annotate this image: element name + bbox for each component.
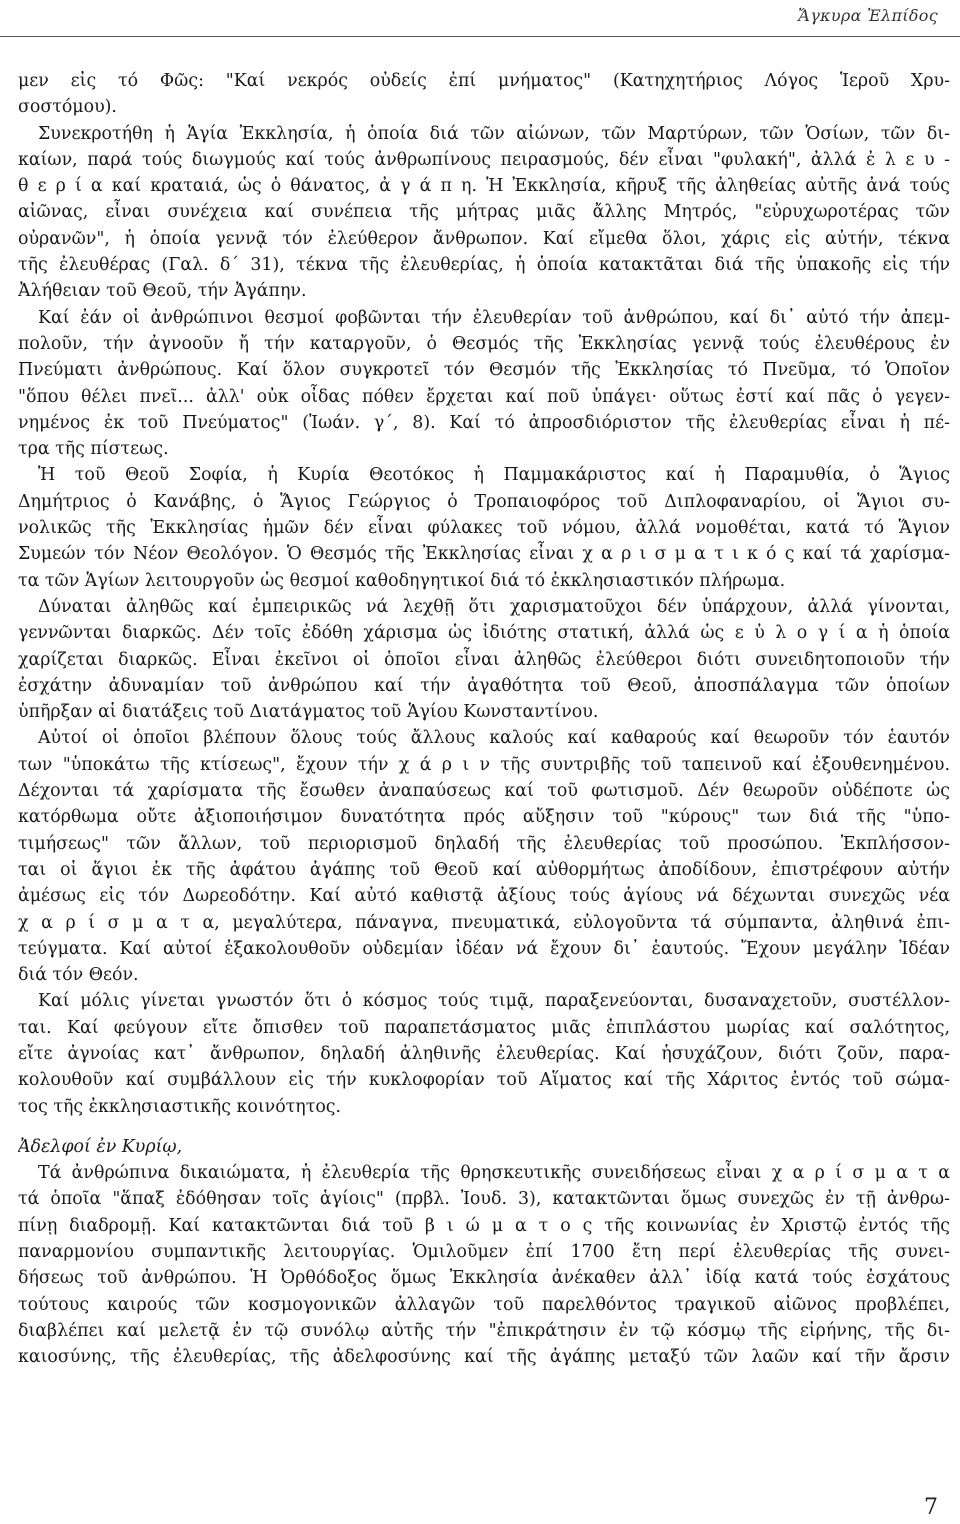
text-line: "ὅπου θέλει πνεῖ... ἀλλ' οὐκ οἶδας πόθεν ἔρχεται καί ποῦ ὑπάγει· οὕτως ἐστί καί πᾶς ὁ γεγεν- — [18, 386, 950, 407]
text-line: Δύναται ἀληθῶς καί ἐμπειρικῶς νά λεχθῇ ὅτι χαρισματοῦχοι δέν ὑπάρχουν, ἀλλά γίνονται, — [38, 596, 950, 617]
text-line: γεννῶνται διαρκῶς. Δέν τοῖς ἐδόθη χάρισμα ὡς ἰδιότης στατική, ἀλλά ὡς ε ὐ λ ο γ ί α ἡ ὁποία — [18, 623, 950, 644]
text-line: πολοῦν, τήν ἀγνοοῦν ἤ τήν καταργοῦν, ὁ Θεσμός τῆς Ἐκκλησίας γεννᾷ τούς ἐλευθέρους ἐν — [18, 333, 950, 354]
text-line: τούτους καιρούς τῶν κοσμογονικῶν ἀλλαγῶν τοῦ παρελθόντος τραγικοῦ αἰῶνος προβλέπει, — [18, 1294, 950, 1315]
text-line: πίνῃ διαδρομῇ. Καί κατακτῶνται διά τοῦ β ι ώ μ α τ ο ς τῆς κοινωνίας ἐν Χριστῷ ἐντός τῆς — [18, 1215, 950, 1236]
text-line: διαβλέπει καί μελετᾷ ἐν τῷ συνόλῳ αὐτῆς τήν "ἐπικράτησιν ἐν τῷ κόσμῳ τῆς εἰρήνης, τῆς δι- — [18, 1320, 950, 1341]
text-line: τά ὁποῖα "ἅπαξ ἐδόθησαν τοῖς ἁγίοις" (πρβλ. Ἰουδ. 3), κατακτῶνται ὅμως συνεχῶς ἐν τῇ ἀνθρω- — [18, 1189, 950, 1210]
text-line: Συμεών τόν Νέον Θεολόγον. Ὁ Θεσμός τῆς Ἐκκλησίας εἶναι χ α ρ ι σ μ α τ ι κ ό ς καί τά χαρίσμα- — [18, 544, 950, 565]
text-line: Πνεύματι ἀνθρώπους. Καί ὅλον συγκροτεῖ τόν Θεσμόν τῆς Ἐκκλησίας τό Πνεῦμα, τό Ὁποῖον — [18, 360, 950, 381]
text-line: δήσεως τοῦ ἀνθρώπου. Ἡ Ὀρθόδοξος ὅμως Ἐκκλησία ἀνέκαθεν ἀλλ᾽ ἰδίᾳ κατά τούς ἐσχάτους — [18, 1268, 950, 1289]
text-line: παναρμονίου συμπαντικῆς λειτουργίας. Ὁμιλοῦμεν ἐπί 1700 ἔτη περί ἐλευθερίας τῆς συνει- — [18, 1242, 950, 1263]
text-line: οὐρανῶν", ἡ ὁποία γεννᾷ τόν ἐλεύθερον ἄνθρωπον. Καί εἴμεθα ὅλοι, χάρις εἰς αὐτήν, τέκνα — [18, 228, 950, 249]
text-line: Ἡ τοῦ Θεοῦ Σοφία, ἡ Κυρία Θεοτόκος ἡ Παμμακάριστος καί ἡ Παραμυθία, ὁ Ἅγιος — [38, 465, 950, 486]
text-line: Συνεκροτήθη ἡ Ἁγία Ἐκκλησία, ἡ ὁποία διά τῶν αἰώνων, τῶν Μαρτύρων, τῶν Ὁσίων, τῶν δι- — [38, 123, 950, 144]
text-line: Ἀλήθειαν τοῦ Θεοῦ, τήν Ἀγάπην. — [18, 281, 307, 302]
text-line: θ ε ρ ί α καί κραταιά, ὡς ὁ θάνατος, ἀ γ ά π η. Ἡ Ἐκκλησία, κῆρυξ τῆς ἀληθείας αὐτῆς ἀνά τούς — [18, 176, 950, 197]
text-line: ἀμέσως εἰς τόν Δωρεοδότην. Καί αὐτό καθιστᾷ ἀξίους τούς ἁγίους νά δέχωνται συνεχῶς νέα — [18, 886, 950, 907]
running-title: Ἄγκυρα Ἐλπίδος — [798, 6, 938, 25]
text-line: Τά ἀνθρώπινα δικαιώματα, ἡ ἐλευθερία τῆς θρησκευτικῆς συνειδήσεως εἶναι χ α ρ ί σ μ α τ α — [38, 1163, 950, 1184]
text-line: μεν εἰς τό Φῶς: "Καί νεκρός οὐδείς ἐπί μνήματος" (Κατηχητήριος Λόγος Ἱεροῦ Χρυ- — [18, 71, 950, 91]
text-line: Καί μόλις γίνεται γνωστόν ὅτι ὁ κόσμος τούς τιμᾷ, παραξενεύονται, δυσαναχετοῦν, συστέλλον- — [38, 991, 950, 1012]
header-rule — [0, 36, 960, 37]
text-line: τα τῶν Ἁγίων λειτουργοῦν ὡς θεσμοί καθοδηγητικοί διά τό ἐκκλησιαστικόν πλήρωμα. — [18, 570, 786, 591]
text-line: τος τῆς ἐκκλησιαστικῆς κοινότητος. — [18, 1096, 342, 1117]
text-line: νημένος ἐκ τοῦ Πνεύματος" (Ἰωάν. γ΄, 8). Καί τό ἀπροσδιόριστον τῆς ἐλευθερίας εἶναι ἡ πέ- — [18, 412, 950, 433]
text-line: τρα τῆς πίστεως. — [18, 439, 169, 460]
text-body — [18, 68, 950, 1371]
section-gap — [18, 1120, 950, 1134]
text-line: κολουθοῦν καί συμβάλλουν εἰς τήν κυκλοφορίαν τοῦ Αἵματος καί τῆς Χάριτος ἐντός τοῦ σώμα- — [18, 1070, 950, 1091]
text-line: καιοσύνης, τῆς ἐλευθερίας, τῆς ἀδελφοσύνης καί τῆς ἀγάπης μεταξύ τῶν λαῶν καί τῆν ἄρσιν — [18, 1347, 950, 1368]
text-line: τῆς ἐλευθέρας (Γαλ. δ΄ 31), τέκνα τῆς ἐλευθερίας, ἡ ὁποία κατακτᾶται διά τῆς ὑπακοῆς εἰς τήν — [18, 255, 950, 276]
text-line: χαρίζεται διαρκῶς. Εἶναι ἐκεῖνοι οἱ ὁποῖοι εἶναι ἀληθῶς ἐλεύθεροι διότι συνειδητοποιοῦν τήν — [18, 649, 950, 670]
text-line: κατόρθωμα οὔτε ἀξιοποιήσιμον δυνατότητα πρός αὔξησιν τοῦ "κύρους" των διά τῆς "ὑπο- — [18, 807, 950, 828]
text-line: Καί ἐάν οἱ ἀνθρώπινοι θεσμοί φοβῶνται τήν ἐλευθερίαν τοῦ ἀνθρώπου, καί δι᾽ αὐτό τήν ἀπεμ- — [38, 307, 950, 328]
text-line: Αὐτοί οἱ ὁποῖοι βλέπουν ὅλους τούς ἄλλους καλούς καί καθαρούς καί θεωροῦν τόν ἑαυτόν — [38, 728, 950, 749]
text-line: χ α ρ ί σ μ α τ α, μεγαλύτερα, πάναγνα, πνευματικά, εὐλογοῦντα τά σύμπαντα, ἀληθινά ἐπι- — [18, 912, 950, 933]
salutation-line: Ἀδελφοί ἐν Κυρίῳ, — [18, 1136, 183, 1157]
text-line: ται οἱ ἅγιοι ἐκ τῆς ἀφάτου ἀγάπης τοῦ Θεοῦ καί αὐθορμήτως ἀποδίδουν, ἐπιστρέφουν αὐτήν — [18, 859, 950, 880]
text-line: αἰῶνας, εἶναι συνέχεια καί συνέπεια τῆς μήτρας μιᾶς ἄλλης Μητρός, "εὐρυχωροτέρας τῶν — [18, 202, 950, 223]
text-line: ται. Καί φεύγουν εἴτε ὄπισθεν τοῦ παραπετάσματος μιᾶς ἐπιπλάστου μωρίας καί σαλότητος, — [18, 1017, 950, 1038]
text-line: τεύγματα. Καί αὐτοί ἐξακολουθοῦν οὐδεμίαν ἰδέαν νά ἔχουν δι᾽ ἑαυτούς. Ἔχουν μεγάλην Ἰδέαν — [18, 938, 950, 959]
page-number: 7 — [924, 1495, 938, 1520]
text-line: Δημήτριος ὁ Κανάβης, ὁ Ἅγιος Γεώργιος ὁ Τροπαιοφόρος τοῦ Διπλοφαναρίου, οἱ Ἅγιοι συ- — [18, 491, 950, 512]
text-line: νολικῶς τῆς Ἐκκλησίας ἡμῶν δέν εἶναι φύλακες τοῦ νόμου, ἀλλά νομοθέται, κατά τό Ἅγιον — [18, 518, 950, 539]
text-line: σοστόμου). — [18, 97, 117, 118]
text-line: των "ὑποκάτω τῆς κτίσεως", ἔχουν τήν χ ά ρ ι ν τῆς συντριβῆς τοῦ ταπεινοῦ καί ἐξουθενημένου. — [18, 754, 950, 775]
text-line: καίων, παρά τούς διωγμούς καί τούς ἀνθρωπίνους πειρασμούς, δέν εἶναι "φυλακή", ἀλλά ἐ λ ε υ - — [18, 149, 950, 170]
text-line: Δέχονται τά χαρίσματα τῆς ἔσωθεν ἀναπαύσεως καί τοῦ φωτισμοῦ. Δέν θεωροῦν οὐδέποτε ὡς — [18, 781, 950, 802]
text-line: διά τόν Θεόν. — [18, 965, 139, 986]
text-line: εἴτε ἀγνοίας κατ᾽ ἄνθρωπον, δηλαδή ἀληθινῆς ἐλευθερίας. Καί ἡσυχάζουν, διότι ζοῦν, παρα- — [18, 1043, 950, 1064]
text-line: τιμήσεως" τῶν ἄλλων, τοῦ περιορισμοῦ δηλαδή τῆς ἐλευθερίας τοῦ προσώπου. Ἐκπλήσσον- — [18, 833, 950, 854]
text-line: ὑπῆρξαν αἱ διατάξεις τοῦ Διατάγματος τοῦ Ἁγίου Κωνσταντίνου. — [18, 702, 599, 723]
text-line: ἐσχάτην ἀδυναμίαν τοῦ ἀνθρώπου καί τήν ἀγαθότητα τοῦ Θεοῦ, ἀποσπάλαγμα τῶν ὁποίων — [18, 675, 950, 696]
